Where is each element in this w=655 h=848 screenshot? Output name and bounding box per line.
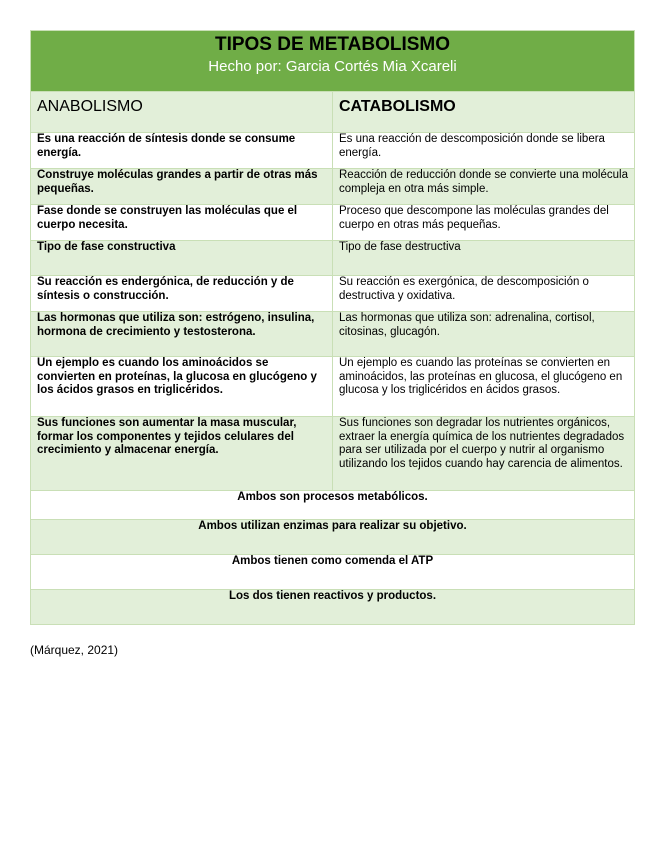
similarity-row [31, 520, 635, 555]
catabolismo-cell: Las hormonas que utiliza son: adrenalina, cortisol, citosinas, glucagón. [333, 312, 635, 357]
catabolismo-cell: Sus funciones son degradar los nutrientes orgánicos, extraer la energía química de los nutrientes degradados para ser utilizada por el cuerpo y nutrir al organismo utilizando los tejidos cuando hay carencia de alimentos. [333, 417, 635, 491]
anabolismo-cell: Sus funciones son aumentar la masa muscular, formar los componentes y tejidos celulares del crecimiento y almacenar energía. [31, 417, 333, 491]
anabolismo-cell: Las hormonas que utiliza son: estrógeno, insulina, hormona de crecimiento y testosterona. [31, 312, 333, 357]
similarity-cell: Los dos tienen reactivos y productos. [31, 590, 635, 625]
anabolismo-cell: Construye moléculas grandes a partir de otras más pequeñas. [31, 169, 333, 205]
catabolismo-cell: Tipo de fase destructiva [333, 241, 635, 276]
table-row [31, 205, 635, 241]
similarity-cell: Ambos utilizan enzimas para realizar su objetivo. [31, 520, 635, 555]
catabolismo-cell: Reacción de reducción donde se convierte una molécula compleja en otra más simple. [333, 169, 635, 205]
anabolismo-cell: Tipo de fase constructiva [31, 241, 333, 276]
column-header-anabolismo: ANABOLISMO [31, 92, 333, 133]
table-row [31, 417, 635, 491]
catabolismo-cell: Su reacción es exergónica, de descomposición o destructiva y oxidativa. [333, 276, 635, 312]
table-subtitle: Hecho por: Garcia Cortés Mia Xcareli [208, 58, 457, 75]
anabolismo-cell: Es una reacción de síntesis donde se consume energía. [31, 133, 333, 169]
similarity-row [31, 491, 635, 520]
similarity-cell: Ambos son procesos metabólicos. [31, 491, 635, 520]
citation: (Márquez, 2021) [30, 643, 119, 657]
similarity-cell: Ambos tienen como comenda el ATP [31, 555, 635, 590]
table-row [31, 276, 635, 312]
catabolismo-cell: Proceso que descompone las moléculas grandes del cuerpo en otras más pequeñas. [333, 205, 635, 241]
table-header-row [31, 31, 635, 92]
table-row [31, 241, 635, 276]
table-title: TIPOS DE METABOLISMO [214, 34, 451, 55]
anabolismo-cell: Un ejemplo es cuando los aminoácidos se convierten en proteínas, la glucosa en glucógeno y los ácidos grasos en triglicéridos. [31, 357, 333, 417]
table-row [31, 169, 635, 205]
table-row [31, 312, 635, 357]
catabolismo-cell: Un ejemplo es cuando las proteínas se convierten en aminoácidos, las proteínas en glucosa, el glucógeno en glucosa y los triglicéridos en ácidos grasos. [333, 357, 635, 417]
similarity-row [31, 590, 635, 625]
anabolismo-cell: Fase donde se construyen las moléculas que el cuerpo necesita. [31, 205, 333, 241]
table-row [31, 133, 635, 169]
anabolismo-cell: Su reacción es endergónica, de reducción y de síntesis o construcción. [31, 276, 333, 312]
column-header-row [31, 92, 635, 133]
metabolism-table [30, 30, 635, 625]
table-header [31, 31, 635, 92]
table-row [31, 357, 635, 417]
catabolismo-cell: Es una reacción de descomposición donde se libera energía. [333, 133, 635, 169]
column-header-catabolismo: CATABOLISMO [333, 92, 635, 133]
similarity-row [31, 555, 635, 590]
